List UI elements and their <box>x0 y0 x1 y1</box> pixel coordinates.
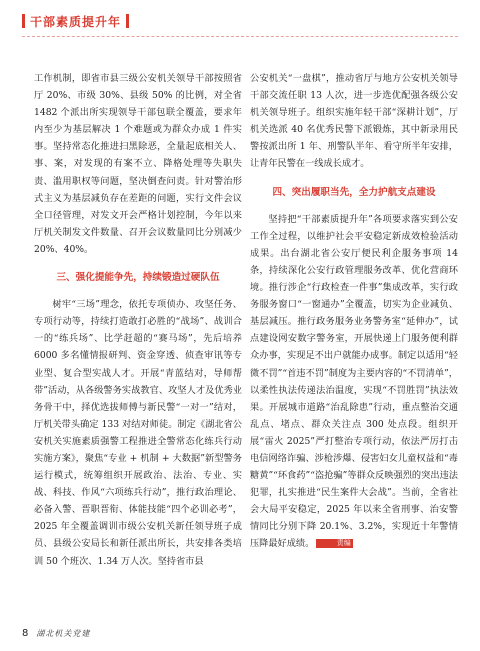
paragraph: 公安机关“一盘棋”，推动省厅与地方公安机关领导干部交流任职 13 人次，进一步选优配强各级公安机关领导班子。组织实施年轻干部“深耕计划”，厅机关选派 40 名优秀民警下派锻炼，其中新录用民警按派出所 1 年、刑警队半年、看守所半年安排，让青年民警在一线成长成才。 <box>250 73 458 170</box>
header-right-bar <box>126 14 129 28</box>
paragraph-final <box>250 211 458 553</box>
paragraph: 工作机制，即省市县三级公安机关领导干部按照省厅 20%、市级 30%、县级 50% 的比例，对全省 1482 个派出所实现领导干部包联全覆盖，要求年内至少为基层解决 1 个难题或为群众办成 1 件实事。坚持常态化推进扫黑除恶，全量起底相关人、事、案，对发现的有案不立、降格处理等失职失责、滥用职权等问题，坚决倒查问责。针对警治形式主义为基层减负存在差距的问题，实行文件会议全口径管理，对发文开会严格计划控制，今年以来厅机关制发文件数量、召开会议数量同比分别减少 20%、40%。 <box>34 73 242 255</box>
subheading-4: 四、突出履职当先，全力护航支点建设 <box>272 186 436 198</box>
page-number: 8 <box>22 628 29 639</box>
right-column <box>250 70 458 553</box>
header-divider <box>22 36 458 37</box>
subheading-3: 三、强化提能争先，持续锻造过硬队伍 <box>56 272 220 284</box>
section-title: 干部素质提升年 <box>30 14 122 29</box>
footer <box>22 628 90 639</box>
header-left-bar <box>22 14 25 28</box>
publication-name: 湖北机关党建 <box>36 629 91 638</box>
left-column <box>34 70 242 570</box>
paragraph: 树牢“三场”理念，依托专项侦办、攻坚任务、专项行动等，持续打造敢打必胜的“战场”、战训合一的“练兵场”、比学赶超的“赛马场”，先后培养 6000 多名懂情报研判、资金穿透、侦查审讯等专业型、复合型实战人才。开展“青蓝结对，导师帮带”活动，从各级警务实战教官、攻坚人才及优秀业务骨干中，择优选拔师傅与新民警“一对一”结对，厅机关带头确定 133 对结对师徒。制定《湖北省公安机关实施素质强警工程推进全警常态化练兵行动实施方案》，聚焦“专业 + 机制 + 大数据”新型警务运行模式，统筹组织开展政治、法治、专业、实战、科技、作风“六项练兵行动”，推行政治理论、必备入警、晋职晋衔、体能技能“四个必训必考”，2025 年全覆盖调训市级公安机关新任领导班子成员、县级公安局长和新任派出所长，共安排各类培训 50 个班次、1.34 万人次。坚持省市县 <box>34 299 242 567</box>
section-header <box>22 10 129 32</box>
paragraph-text: 坚持把“干部素质提升年”各项要求落实到公安工作全过程，以维护社会平安稳定新成效检验活动成果。出台湖北省公安厅便民利企服务事项 14 条，持续深化公安行政管理服务改革、优化营商环境。推行涉企“行政检查一件事”集成改革，实行政务服务窗口“一窗通办”全覆盖，切实为企业减负、基层减压。推行政务服务业务警务室“延伸办”，试点建设网安数字警务室，开展快递上门服务便利群众办事，实现足不出户就能办成事。制定以适用“轻微不罚”“首违不罚”制度为主要内容的“不罚清单”，以柔性执法传递法治温度，实现“不罚胜罚”执法效果。开展城市道路“治乱除患”行动，重点整治交通乱点、堵点、群众关注点 300 处点段。组织开展“雷火 2025”严打整治专项行动，依法严厉打击电信网络诈骗、涉枪涉爆、侵害妇女儿童权益和“毒糖黄”“环食药”“盗抢骗”等群众反映强烈的突出违法犯罪，扎实推进“民生案件大会战”。当前，全省社会大局平安稳定，2025 年以来全省刑事、治安警情同比分别下降 20.1%、3.2%，实现近十年警情压降最好成绩。 <box>250 213 458 550</box>
end-mark: 责编 <box>316 539 352 548</box>
